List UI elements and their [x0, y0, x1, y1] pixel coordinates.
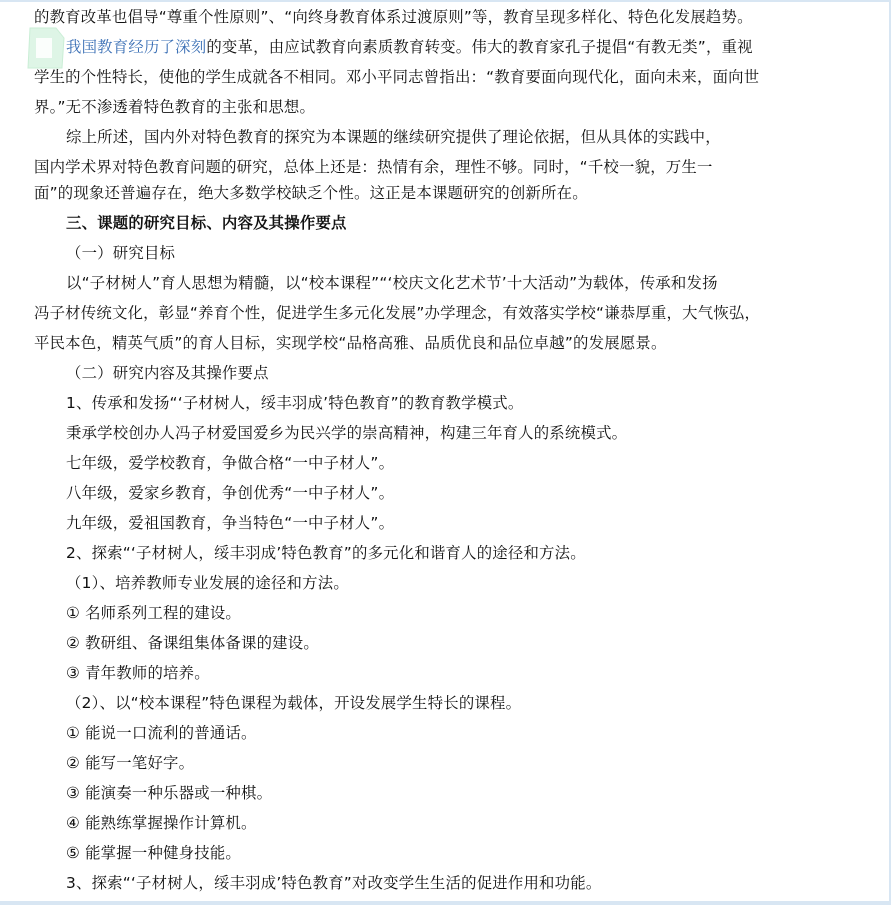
- para-1-line-1: 的教育改革也倡导“尊重个性原则”、“向终身教育体系过渡原则”等，教育呈现多样化、特色化发展趋势。: [34, 8, 753, 26]
- course-item-3: ③ 能演奏一种乐器或一种棋。: [66, 784, 273, 802]
- goal-line-3: 平民本色，精英气质”的育人目标，实现学校“品格高雅、品质优良和品位卓越”的发展愿景。: [34, 334, 667, 352]
- teacher-item-2: ② 教研组、备课组集体备课的建设。: [66, 634, 319, 652]
- course-item-1: ① 能说一口流利的普通话。: [66, 724, 257, 742]
- goal-line-1: 以“子材树人”育人思想为精髓，以“校本课程”“‘校庆文化艺术节’十大活动”为载体，传承和发扬: [66, 274, 718, 292]
- para-2-line-1: [66, 37, 753, 57]
- section-heading: 三、课题的研究目标、内容及其操作要点: [66, 214, 347, 232]
- course-item-4: ④ 能熟练掌握操作计算机。: [66, 814, 257, 832]
- teacher-item-3: ③ 青年教师的培养。: [66, 664, 210, 682]
- subsection-1-title: （一）研究目标: [66, 244, 176, 262]
- para-3-line-3: 面”的现象还普遍存在，绝大多数学校缺乏个性。这正是本课题研究的创新所在。: [34, 184, 588, 202]
- item-2-sub-1: （1）、培养教师专业发展的途径和方法。: [66, 574, 349, 592]
- item-2: 2、探索“‘子材树人，绥丰羽成’特色教育”的多元化和谐育人的途径和方法。: [66, 544, 586, 562]
- course-item-5: ⑤ 能掌握一种健身技能。: [66, 844, 241, 862]
- grade-8-line: 八年级，爱家乡教育，争创优秀“一中子材人”。: [66, 484, 395, 502]
- item-1-detail: 秉承学校创办人冯子材爱国爱乡为民兴学的崇高精神，构建三年育人的系统模式。: [66, 424, 628, 442]
- grade-7-line: 七年级，爱学校教育，争做合格“一中子材人”。: [66, 454, 395, 472]
- para-2-line-2: 学生的个性特长，使他的学生成就各不相同。邓小平同志曾指出：“教育要面向现代化，面向未来，面向世: [34, 68, 760, 86]
- item-1: 1、传承和发扬“‘子材树人，绥丰羽成’特色教育”的教育教学模式。: [66, 394, 524, 412]
- grade-9-line: 九年级，爱祖国教育，争当特色“一中子材人”。: [66, 514, 395, 532]
- course-item-2: ② 能写一笔好字。: [66, 754, 195, 772]
- para-3-line-2: 国内学术界对特色教育问题的研究，总体上还是：热情有余，理性不够。同时，“千校一貌，万生一: [34, 158, 713, 176]
- para-2-line-3: 界。”无不渗透着特色教育的主张和思想。: [34, 98, 316, 116]
- item-2-sub-2: （2）、以“校本课程”特色课程为载体，开设发展学生特长的课程。: [66, 694, 522, 712]
- teacher-item-1: ① 名师系列工程的建设。: [66, 604, 241, 622]
- page-edge-top: [0, 0, 891, 2]
- para-2-line-1-text: 的变革，由应试教育向素质教育转变。伟大的教育家孔子提倡“有教无类”，重视: [206, 38, 753, 56]
- goal-line-2: 冯子材传统文化，彰显“养育个性，促进学生多元化发展”办学理念，有效落实学校“谦恭厚重，大气恢弘，: [34, 304, 761, 322]
- para-3-line-1: 综上所述，国内外对特色教育的探究为本课题的继续研究提供了理论依据，但从具体的实践中，: [66, 128, 721, 146]
- item-3: 3、探索“‘子材树人，绥丰羽成’特色教育”对改变学生生活的促进作用和功能。: [66, 874, 602, 892]
- page-edge-bottom: [0, 901, 891, 905]
- para-2-highlight: 我国教育经历了深刻: [66, 38, 207, 56]
- subsection-2-title: （二）研究内容及其操作要点: [66, 364, 269, 382]
